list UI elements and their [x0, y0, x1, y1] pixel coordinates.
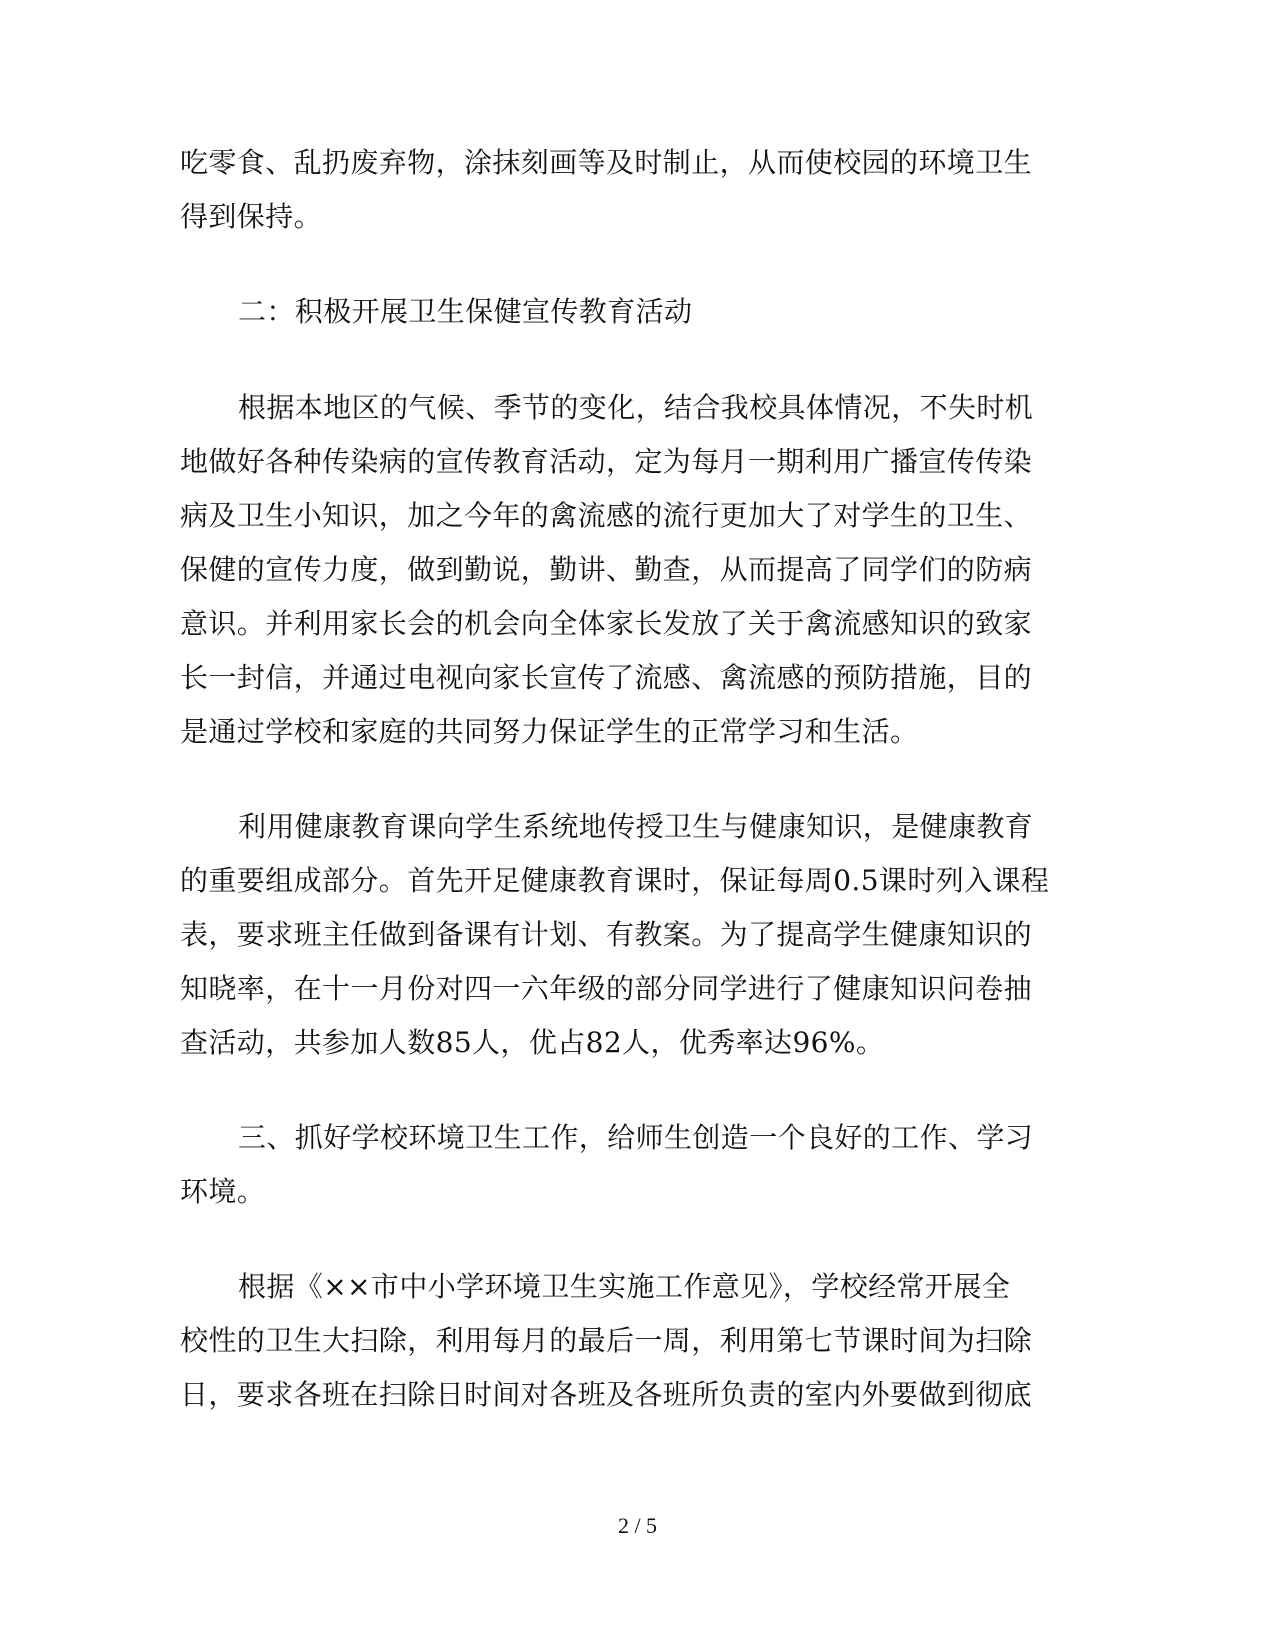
text-line: 地做好各种传染病的宣传教育活动，定为每月一期利用广播宣传传染 — [180, 445, 1033, 478]
text-line: 的重要组成部分。首先开足健康教育课时，保证每周0.5课时列入课程 — [180, 864, 1050, 897]
text-line: 知晓率，在十一月份对四一六年级的部分同学进行了健康知识问卷抽 — [180, 972, 1033, 1005]
text-line: 吃零食、乱扔废弃物，涂抹刻画等及时制止，从而使校园的环境卫生 — [180, 146, 1033, 179]
text-line: 查活动，共参加人数85人，优占82人，优秀率达96%。 — [180, 1026, 885, 1059]
text-line: 保健的宣传力度，做到勤说，勤讲、勤查，从而提高了同学们的防病 — [180, 553, 1033, 586]
text-line: 环境。 — [180, 1175, 266, 1208]
text-line: 病及卫生小知识，加之今年的禽流感的流行更加大了对学生的卫生、 — [180, 499, 1033, 532]
section-heading: 二：积极开展卫生保健宣传教育活动 — [238, 295, 693, 328]
text-line: 日，要求各班在扫除日时间对各班及各班所负责的室内外要做到彻底 — [180, 1378, 1033, 1411]
text-line: 是通过学校和家庭的共同努力保证学生的正常学习和生活。 — [180, 715, 919, 748]
text-line: 表，要求班主任做到备课有计划、有教案。为了提高学生健康知识的 — [180, 918, 1033, 951]
text-line: 得到保持。 — [180, 200, 323, 233]
text-line: 根据本地区的气候、季节的变化，结合我校具体情况，不失时机 — [238, 391, 1034, 424]
text-line: 校性的卫生大扫除，利用每月的最后一周，利用第七节课时间为扫除 — [180, 1324, 1033, 1357]
text-line: 利用健康教育课向学生系统地传授卫生与健康知识，是健康教育 — [238, 810, 1034, 843]
text-line: 长一封信，并通过电视向家长宣传了流感、禽流感的预防措施，目的 — [180, 661, 1033, 694]
text-line: 根据《××市中小学环境卫生实施工作意见》，学校经常开展全 — [238, 1270, 1011, 1303]
text-line: 意识。并利用家长会的机会向全体家长发放了关于禽流感知识的致家 — [180, 607, 1033, 640]
page-number: 2 / 5 — [617, 1513, 658, 1538]
section-heading: 三、抓好学校环境卫生工作，给师生创造一个良好的工作、学习 — [238, 1121, 1034, 1154]
